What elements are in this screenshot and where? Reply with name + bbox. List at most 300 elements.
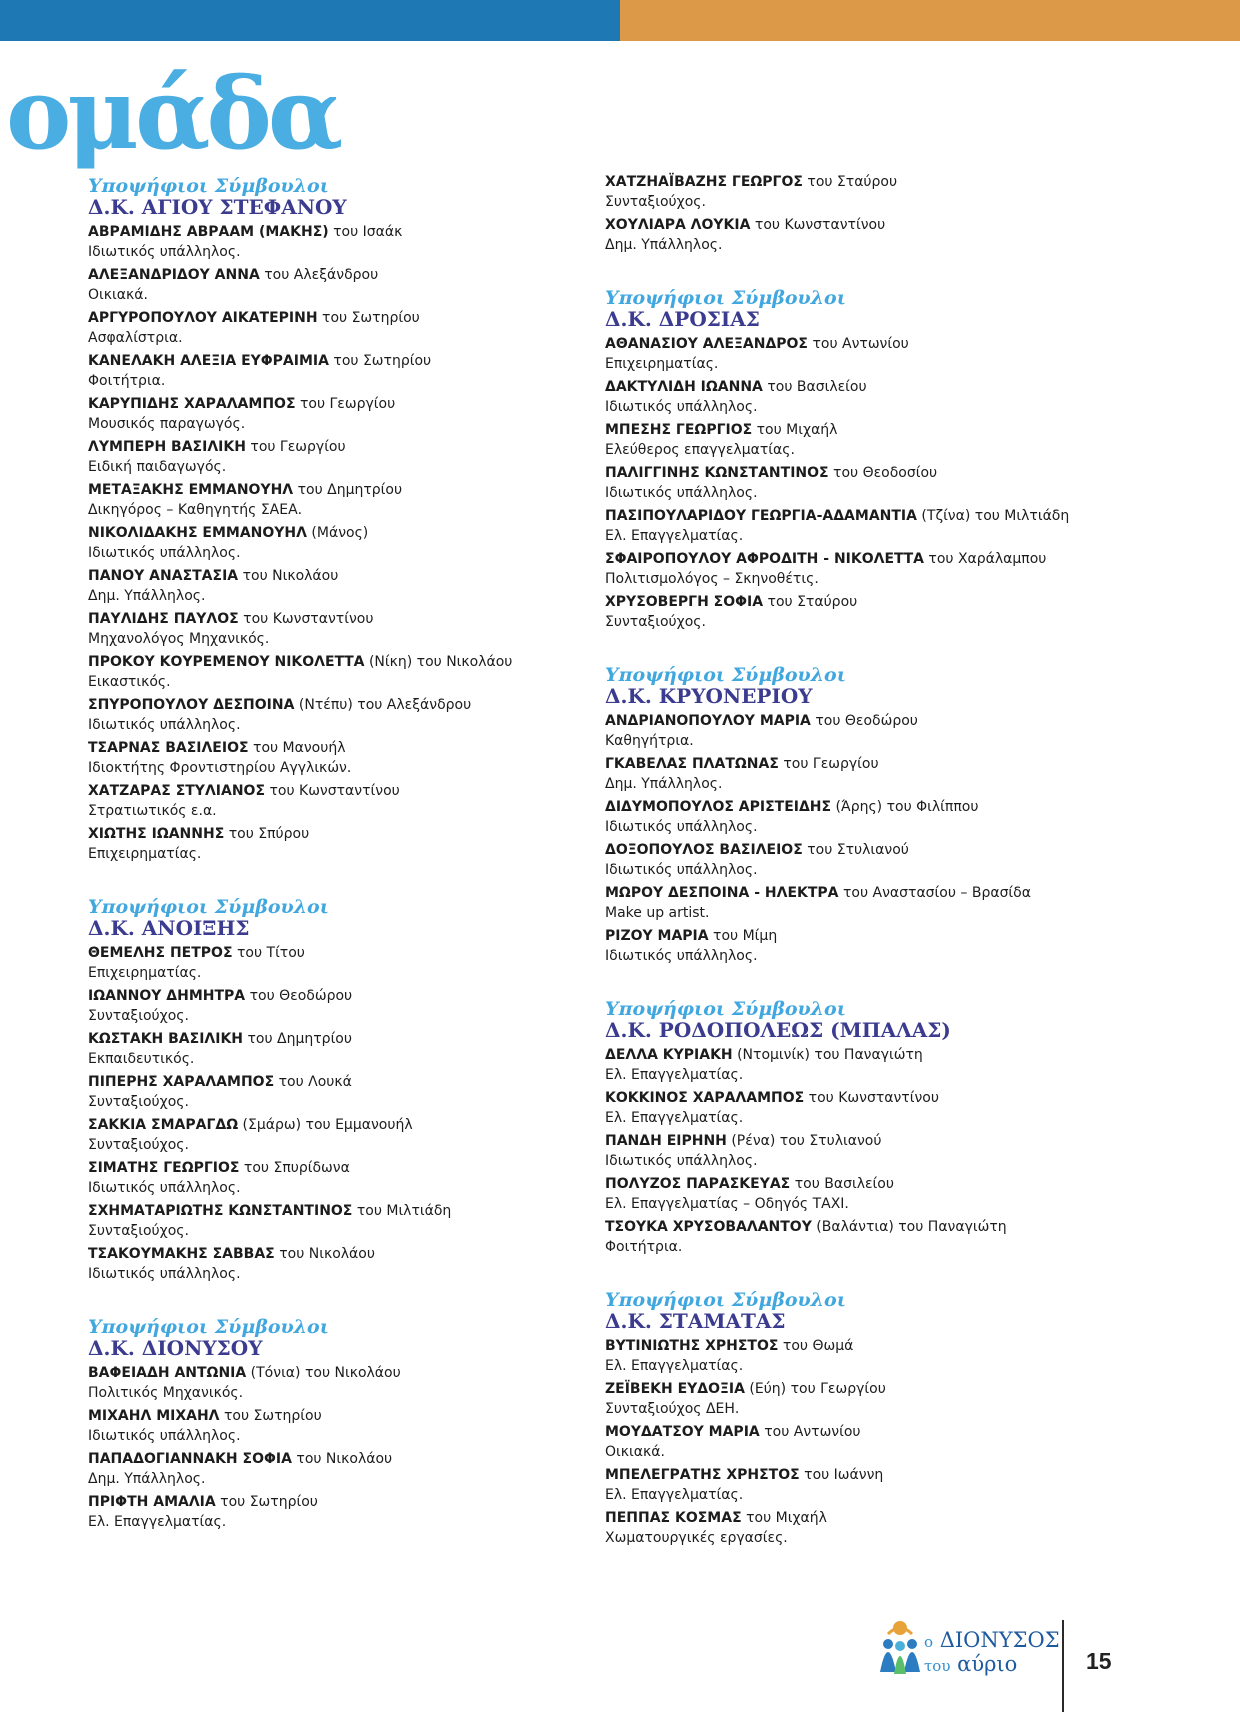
section-gap — [88, 1287, 528, 1317]
candidate-parent: (Τζίνα) του Μιλτιάδη — [916, 508, 1070, 524]
candidate-name-line — [88, 609, 528, 629]
candidate-name-line — [605, 334, 1095, 354]
candidate-name: ΠΡΙΦΤΗ ΑΜΑΛΙΑ — [88, 1494, 216, 1510]
candidate-occupation: Συνταξιούχος. — [88, 1008, 189, 1024]
candidate-name: ΑΘΑΝΑΣΙΟΥ ΑΛΕΞΑΝΔΡΟΣ — [605, 336, 808, 352]
logo-name: ΔΙΟΝΥΣΟΣ — [939, 1628, 1060, 1652]
candidate-entry — [605, 1217, 1095, 1257]
candidate-occupation: Ελ. Επαγγελματίας. — [605, 1487, 744, 1503]
candidate-occupation: Στρατιωτικός ε.α. — [88, 803, 217, 819]
candidate-name: ΚΟΚΚΙΝΟΣ ΧΑΡΑΛΑΜΠΟΣ — [605, 1090, 805, 1106]
candidate-occupation: Πολιτισμολόγος – Σκηνοθέτις. — [605, 571, 819, 587]
candidate-entry — [605, 420, 1095, 460]
candidate-name-line — [88, 1363, 528, 1383]
candidate-name: ΜΙΧΑΗΛ ΜΙΧΑΗΛ — [88, 1408, 220, 1424]
candidate-parent: του Σπύρου — [224, 826, 310, 842]
candidate-entry — [88, 437, 528, 477]
candidate-name: ΑΒΡΑΜΙΔΗΣ ΑΒΡΑΑΜ (ΜΑΚΗΣ) — [88, 224, 329, 240]
candidate-entry — [88, 695, 528, 735]
candidate-entry — [605, 711, 1095, 751]
candidate-entry — [605, 549, 1095, 589]
candidate-occupation: Επιχειρηματίας. — [88, 965, 202, 981]
candidate-parent: του Γεωργίου — [295, 396, 396, 412]
section-subtitle: Υποψήφιοι Σύμβουλοι — [88, 175, 329, 197]
candidate-parent: (Βαλάντια) του Παναγιώτη — [811, 1219, 1007, 1235]
candidate-parent: του Ιωάννη — [799, 1467, 884, 1483]
candidate-occupation: Ιδιωτικός υπάλληλος. — [88, 1180, 241, 1196]
candidate-parent: του Μανουήλ — [248, 740, 346, 756]
candidate-parent: (Ντέπυ) του Αλεξάνδρου — [294, 697, 472, 713]
candidate-parent: του Μιχαήλ — [741, 1510, 827, 1526]
candidate-parent: του Αλεξάνδρου — [259, 267, 379, 283]
candidate-occupation: Δημ. Υπάλληλος. — [605, 237, 723, 253]
candidate-section — [88, 897, 528, 1284]
candidate-entry — [605, 883, 1095, 923]
candidate-name-line — [88, 652, 528, 672]
candidate-entry — [605, 1131, 1095, 1171]
candidate-entry — [605, 1422, 1095, 1462]
candidate-occupation: Δημ. Υπάλληλος. — [88, 1471, 206, 1487]
candidate-name-line — [88, 1406, 528, 1426]
candidate-parent: (Ντομινίκ) του Παναγιώτη — [732, 1047, 923, 1063]
top-bar-blue-segment — [0, 0, 620, 41]
candidate-entry — [605, 1045, 1095, 1085]
right-column — [605, 172, 1095, 1551]
section-subtitle: Υποψήφιοι Σύμβουλοι — [88, 896, 329, 918]
candidate-entry — [88, 781, 528, 821]
candidate-entry — [88, 1072, 528, 1112]
candidate-parent: του Αναστασίου – Βρασίδα — [838, 885, 1031, 901]
candidate-name-line — [88, 351, 528, 371]
candidate-parent: (Σμάρω) του Εμμανουήλ — [238, 1117, 413, 1133]
candidate-entry — [605, 840, 1095, 880]
candidate-parent: (Τόνια) του Νικολάου — [246, 1365, 401, 1381]
section-title: Δ.Κ. ΡΟΔΟΠΟΛΕΩΣ (ΜΠΑΛΑΣ) — [605, 1018, 951, 1042]
candidate-parent: του Θωμά — [778, 1338, 854, 1354]
candidate-occupation: Ελ. Επαγγελματίας. — [88, 1514, 227, 1530]
candidate-occupation: Ιδιοκτήτης Φροντιστηρίου Αγγλικών. — [88, 760, 352, 776]
logo-tou: του — [924, 1657, 951, 1675]
candidate-name: ΠΑΛΙΓΓΙΝΗΣ ΚΩΝΣΤΑΝΤΙΝΟΣ — [605, 465, 829, 481]
candidate-entry — [605, 334, 1095, 374]
candidate-occupation: Επιχειρηματίας. — [88, 846, 202, 862]
candidate-occupation: Συνταξιούχος. — [88, 1137, 189, 1153]
candidate-occupation: Ελ. Επαγγελματίας – Οδηγός ΤΑΧΙ. — [605, 1196, 849, 1212]
candidate-name: ΠΙΠΕΡΗΣ ΧΑΡΑΛΑΜΠΟΣ — [88, 1074, 275, 1090]
candidate-parent: του Νικολάου — [274, 1246, 375, 1262]
candidate-name: ΠΕΠΠΑΣ ΚΟΣΜΑΣ — [605, 1510, 742, 1526]
candidate-occupation: Ελ. Επαγγελματίας. — [605, 528, 744, 544]
top-bar-orange-segment — [620, 0, 1240, 41]
logo-text-line2 — [924, 1652, 1017, 1678]
candidate-name: ΓΚΑΒΕΛΑΣ ΠΛΑΤΩΝΑΣ — [605, 756, 779, 772]
candidate-entry — [88, 986, 528, 1026]
section-title: Δ.Κ. ΔΡΟΣΙΑΣ — [605, 307, 760, 331]
candidate-parent: του Γεωργίου — [778, 756, 879, 772]
candidate-name: ΣΧΗΜΑΤΑΡΙΩΤΗΣ ΚΩΝΣΤΑΝΤΙΝΟΣ — [88, 1203, 353, 1219]
candidate-occupation: Πολιτικός Μηχανικός. — [88, 1385, 244, 1401]
candidate-name-line — [88, 1029, 528, 1049]
candidate-name: ΔΙΔΥΜΟΠΟΥΛΟΣ ΑΡΙΣΤΕΙΔΗΣ — [605, 799, 832, 815]
candidate-occupation: Φοιτήτρια. — [605, 1239, 683, 1255]
candidate-name: ΠΡΟΚΟΥ ΚΟΥΡΕΜΕΝΟΥ ΝΙΚΟΛΕΤΤΑ — [88, 654, 365, 670]
candidate-name-line — [88, 480, 528, 500]
footer-divider — [1062, 1620, 1064, 1712]
candidate-parent: του Σταύρου — [763, 594, 858, 610]
candidate-entry — [88, 351, 528, 391]
candidate-occupation: Συνταξιούχος. — [88, 1094, 189, 1110]
section-gap — [88, 867, 528, 897]
candidate-occupation: Ελ. Επαγγελματίας. — [605, 1358, 744, 1374]
candidate-occupation: Ιδιωτικός υπάλληλος. — [88, 244, 241, 260]
candidate-name-line — [88, 566, 528, 586]
candidate-parent: (Εύη) του Γεωργίου — [744, 1381, 886, 1397]
candidate-parent: του Λουκά — [274, 1074, 352, 1090]
candidate-occupation: Μηχανολόγος Μηχανικός. — [88, 631, 270, 647]
candidate-occupation: Εκπαιδευτικός. — [88, 1051, 195, 1067]
candidate-parent: του Βασιλείου — [762, 379, 867, 395]
candidate-name: ΖΕΪΒΕΚΗ ΕΥΔΟΞΙΑ — [605, 1381, 745, 1397]
candidate-name: ΤΣΑΡΝΑΣ ΒΑΣΙΛΕΙΟΣ — [88, 740, 249, 756]
candidate-occupation: Ιδιωτικός υπάλληλος. — [88, 1428, 241, 1444]
candidate-name: ΜΩΡΟΥ ΔΕΣΠΟΙΝΑ - ΗΛΕΚΤΡΑ — [605, 885, 839, 901]
candidate-name-line — [605, 754, 1095, 774]
candidate-parent: του Κωνσταντίνου — [750, 217, 886, 233]
candidate-occupation: Ελ. Επαγγελματίας. — [605, 1067, 744, 1083]
left-column — [88, 176, 528, 1535]
candidate-section — [605, 665, 1095, 966]
candidate-occupation: Συνταξιούχος. — [605, 194, 706, 210]
candidate-name-line — [605, 215, 1095, 235]
candidate-occupation: Ιδιωτικός υπάλληλος. — [605, 399, 758, 415]
candidate-name: ΠΑΥΛΙΔΗΣ ΠΑΥΛΟΣ — [88, 611, 239, 627]
candidate-occupation: Ιδιωτικός υπάλληλος. — [605, 819, 758, 835]
candidate-name: ΜΕΤΑΞΑΚΗΣ ΕΜΜΑΝΟΥΗΛ — [88, 482, 294, 498]
candidate-name-line — [605, 1465, 1095, 1485]
candidate-name-line — [88, 986, 528, 1006]
candidate-name: ΘΕΜΕΛΗΣ ΠΕΤΡΟΣ — [88, 945, 233, 961]
candidate-name: ΚΩΣΤΑΚΗ ΒΑΣΙΛΙΚΗ — [88, 1031, 244, 1047]
candidate-parent: του Μιλτιάδη — [352, 1203, 452, 1219]
candidate-entry — [88, 308, 528, 348]
candidate-parent: του Γεωργίου — [245, 439, 346, 455]
section-gap — [605, 1260, 1095, 1290]
candidate-parent: του Σωτηρίου — [328, 353, 432, 369]
candidate-parent: (Ρένα) του Στυλιανού — [726, 1133, 882, 1149]
candidate-name-line — [605, 1508, 1095, 1528]
candidate-entry — [88, 1492, 528, 1532]
candidate-entry — [88, 394, 528, 434]
candidate-name-line — [88, 1072, 528, 1092]
candidate-name: ΒΥΤΙΝΙΩΤΗΣ ΧΡΗΣΤΟΣ — [605, 1338, 779, 1354]
candidate-occupation: Εικαστικός. — [88, 674, 171, 690]
candidate-entry — [88, 824, 528, 864]
candidate-name-line — [605, 1174, 1095, 1194]
candidate-name-line — [88, 523, 528, 543]
section-gap — [605, 258, 1095, 288]
candidate-occupation: Ελεύθερος επαγγελματίας. — [605, 442, 795, 458]
candidate-parent: του Κωνσταντίνου — [265, 783, 400, 799]
candidate-entry — [88, 943, 528, 983]
candidate-name: ΛΥΜΠΕΡΗ ΒΑΣΙΛΙΚΗ — [88, 439, 246, 455]
candidate-name: ΡΙΖΟΥ ΜΑΡΙΑ — [605, 928, 709, 944]
candidate-entry — [88, 652, 528, 692]
candidate-name: ΔΟΞΟΠΟΥΛΟΣ ΒΑΣΙΛΕΙΟΣ — [605, 842, 803, 858]
candidate-parent: (Άρης) του Φιλίππου — [831, 799, 979, 815]
candidate-occupation: Make up artist. — [605, 905, 710, 921]
candidate-entry — [88, 1115, 528, 1155]
candidate-name-line — [88, 1449, 528, 1469]
candidate-parent: του Στυλιανού — [802, 842, 909, 858]
logo-article: ο — [924, 1633, 934, 1651]
candidate-occupation: Φοιτήτρια. — [88, 373, 166, 389]
candidate-name-line — [605, 463, 1095, 483]
candidate-occupation: Καθηγήτρια. — [605, 733, 694, 749]
section-title: Δ.Κ. ΑΝΟΙΞΗΣ — [88, 916, 250, 940]
candidate-occupation: Δικηγόρος – Καθηγητής ΣΑΕΑ. — [88, 502, 303, 518]
candidate-occupation: Ιδιωτικός υπάλληλος. — [605, 862, 758, 878]
section-subtitle: Υποψήφιοι Σύμβουλοι — [88, 1316, 329, 1338]
candidate-entry — [88, 523, 528, 563]
candidate-occupation: Χωματουργικές εργασίες. — [605, 1530, 788, 1546]
candidate-parent: του Μίμη — [708, 928, 778, 944]
candidate-name: ΚΑΝΕΛΑΚΗ ΑΛΕΞΙΑ ΕΥΦΡΑΙΜΙΑ — [88, 353, 329, 369]
candidate-name-line — [605, 1217, 1095, 1237]
candidate-name-line — [605, 172, 1095, 192]
candidate-name: ΠΑΝΔΗ ΕΙΡΗΝΗ — [605, 1133, 727, 1149]
candidate-entry — [88, 738, 528, 778]
candidate-parent: του Νικολάου — [238, 568, 339, 584]
candidate-name-line — [88, 824, 528, 844]
candidate-entry — [605, 1336, 1095, 1376]
candidate-occupation: Επιχειρηματίας. — [605, 356, 719, 372]
candidate-entry — [88, 480, 528, 520]
candidate-entry — [88, 1449, 528, 1489]
candidate-occupation: Συνταξιούχος ΔΕΗ. — [605, 1401, 740, 1417]
candidate-section — [605, 1290, 1095, 1548]
candidate-section — [88, 1317, 528, 1532]
section-subtitle: Υποψήφιοι Σύμβουλοι — [605, 1289, 846, 1311]
candidate-entry — [88, 222, 528, 262]
candidate-entry — [88, 609, 528, 649]
candidate-name-line — [88, 437, 528, 457]
candidate-entry — [605, 1465, 1095, 1505]
candidate-parent: του Ισαάκ — [328, 224, 403, 240]
page-title: ομάδα — [6, 57, 340, 172]
candidate-name: ΠΟΛΥΖΟΣ ΠΑΡΑΣΚΕΥΑΣ — [605, 1176, 791, 1192]
candidate-name: ΧΟΥΛΙΑΡΑ ΛΟΥΚΙΑ — [605, 217, 751, 233]
candidate-section — [605, 288, 1095, 632]
section-gap — [605, 635, 1095, 665]
candidate-occupation: Συνταξιούχος. — [605, 614, 706, 630]
candidate-parent: του Σωτηρίου — [317, 310, 420, 326]
candidate-name-line — [605, 711, 1095, 731]
candidate-parent: του Δημητρίου — [293, 482, 403, 498]
candidate-name-line — [605, 592, 1095, 612]
candidate-parent: του Θεοδώρου — [245, 988, 353, 1004]
logo-text-line1 — [924, 1628, 1060, 1654]
section-subtitle: Υποψήφιοι Σύμβουλοι — [605, 664, 846, 686]
candidate-name-line — [605, 1422, 1095, 1442]
candidate-name: ΧΡΥΣΟΒΕΡΓΗ ΣΟΦΙΑ — [605, 594, 764, 610]
candidate-name-line — [605, 1131, 1095, 1151]
candidate-occupation: Ιδιωτικός υπάλληλος. — [88, 717, 241, 733]
candidate-name-line — [88, 1158, 528, 1178]
candidate-name-line — [605, 840, 1095, 860]
candidate-name: ΙΩΑΝΝΟΥ ΔΗΜΗΤΡΑ — [88, 988, 246, 1004]
candidate-section — [605, 172, 1095, 255]
candidate-name-line — [88, 695, 528, 715]
candidate-entry — [88, 1158, 528, 1198]
candidate-name-line — [605, 377, 1095, 397]
candidate-name: ΣΑΚΚΙΑ ΣΜΑΡΑΓΔΩ — [88, 1117, 239, 1133]
candidate-section — [605, 999, 1095, 1257]
candidate-entry — [88, 1201, 528, 1241]
candidate-name: ΜΟΥΔΑΤΣΟΥ ΜΑΡΙΑ — [605, 1424, 760, 1440]
candidate-entry — [605, 1379, 1095, 1419]
candidate-entry — [605, 797, 1095, 837]
candidate-name: ΧΙΩΤΗΣ ΙΩΑΝΝΗΣ — [88, 826, 225, 842]
candidate-name-line — [88, 738, 528, 758]
candidate-name: ΑΛΕΞΑΝΔΡΙΔΟΥ ΑΝΝΑ — [88, 267, 260, 283]
candidate-parent: του Βασιλείου — [790, 1176, 894, 1192]
candidate-entry — [88, 1363, 528, 1403]
candidate-entry — [605, 1508, 1095, 1548]
candidate-name: ΧΑΤΖΗΑΪΒΑΖΗΣ ΓΕΩΡΓΟΣ — [605, 174, 803, 190]
candidate-section — [88, 176, 528, 864]
candidate-name-line — [605, 883, 1095, 903]
candidate-occupation: Ιδιωτικός υπάλληλος. — [605, 485, 758, 501]
candidate-parent: του Σταύρου — [802, 174, 898, 190]
candidate-name: ΠΑΣΙΠΟΥΛΑΡΙΔΟΥ ΓΕΩΡΓΙΑ-ΑΔΑΜΑΝΤΙΑ — [605, 508, 917, 524]
candidate-parent: του Μιχαήλ — [752, 422, 838, 438]
section-title: Δ.Κ. ΑΓΙΟΥ ΣΤΕΦΑΝΟΥ — [88, 195, 347, 219]
candidate-entry — [605, 463, 1095, 503]
candidate-entry — [605, 592, 1095, 632]
candidate-name: ΜΠΕΛΕΓΡΑΤΗΣ ΧΡΗΣΤΟΣ — [605, 1467, 800, 1483]
candidate-name-line — [88, 265, 528, 285]
candidate-entry — [605, 926, 1095, 966]
candidate-parent: του Σπυρίδωνα — [239, 1160, 350, 1176]
candidate-name: ΜΠΕΣΗΣ ΓΕΩΡΓΙΟΣ — [605, 422, 753, 438]
candidate-parent: του Νικολάου — [291, 1451, 393, 1467]
candidate-occupation: Οικιακά. — [88, 287, 148, 303]
candidate-entry — [88, 566, 528, 606]
candidate-parent: του Αντωνίου — [808, 336, 909, 352]
candidate-occupation: Ιδιωτικός υπάλληλος. — [605, 948, 758, 964]
candidate-name-line — [605, 1088, 1095, 1108]
candidate-entry — [88, 1406, 528, 1446]
candidate-occupation: Ασφαλίστρια. — [88, 330, 183, 346]
candidate-name: ΠΑΠΑΔΟΓΙΑΝΝΑΚΗ ΣΟΦΙΑ — [88, 1451, 292, 1467]
candidate-occupation: Δημ. Υπάλληλος. — [605, 776, 723, 792]
candidate-occupation: Δημ. Υπάλληλος. — [88, 588, 206, 604]
section-gap — [605, 969, 1095, 999]
candidate-name: ΣΦΑΙΡΟΠΟΥΛΟΥ ΑΦΡΟΔΙΤΗ - ΝΙΚΟΛΕΤΤΑ — [605, 551, 924, 567]
candidate-name-line — [88, 1115, 528, 1135]
candidate-entry — [605, 1174, 1095, 1214]
candidate-parent: του Αντωνίου — [759, 1424, 861, 1440]
candidate-name: ΒΑΦΕΙΑΔΗ ΑΝΤΩΝΙΑ — [88, 1365, 247, 1381]
candidate-name: ΑΡΓΥΡΟΠΟΥΛΟΥ ΑΙΚΑΤΕΡΙΝΗ — [88, 310, 318, 326]
candidate-entry — [88, 265, 528, 305]
candidate-parent: του Θεοδώρου — [810, 713, 918, 729]
candidate-name: ΣΙΜΑΤΗΣ ΓΕΩΡΓΙΟΣ — [88, 1160, 240, 1176]
candidate-name-line — [605, 1045, 1095, 1065]
candidate-parent: του Σωτηρίου — [219, 1408, 322, 1424]
section-title: Δ.Κ. ΚΡΥΟΝΕΡΙΟΥ — [605, 684, 813, 708]
candidate-name-line — [605, 1336, 1095, 1356]
section-subtitle: Υποψήφιοι Σύμβουλοι — [605, 287, 846, 309]
candidate-entry — [605, 754, 1095, 794]
candidate-parent: του Τίτου — [232, 945, 305, 961]
candidate-name-line — [88, 308, 528, 328]
candidate-occupation: Συνταξιούχος. — [88, 1223, 189, 1239]
candidate-occupation: Ειδική παιδαγωγός. — [88, 459, 227, 475]
candidate-occupation: Ιδιωτικός υπάλληλος. — [88, 1266, 241, 1282]
candidate-parent: του Χαράλαμπου — [923, 551, 1047, 567]
section-title: Δ.Κ. ΣΤΑΜΑΤΑΣ — [605, 1309, 786, 1333]
candidate-parent: (Νίκη) του Νικολάου — [364, 654, 513, 670]
candidate-parent: του Δημητρίου — [243, 1031, 352, 1047]
candidate-name-line — [88, 1201, 528, 1221]
candidate-name: ΝΙΚΟΛΙΔΑΚΗΣ ΕΜΜΑΝΟΥΗΛ — [88, 525, 307, 541]
candidate-entry — [605, 506, 1095, 546]
candidate-name: ΤΣΟΥΚΑ ΧΡΥΣΟΒΑΛΑΝΤΟΥ — [605, 1219, 812, 1235]
candidate-name: ΤΣΑΚΟΥΜΑΚΗΣ ΣΑΒΒΑΣ — [88, 1246, 275, 1262]
candidate-parent: του Κωνσταντίνου — [804, 1090, 939, 1106]
candidate-entry — [88, 1244, 528, 1284]
page-number: 15 — [1086, 1648, 1112, 1674]
candidate-name: ΔΕΛΛΑ ΚΥΡΙΑΚΗ — [605, 1047, 733, 1063]
candidate-occupation: Ελ. Επαγγελματίας. — [605, 1110, 744, 1126]
candidate-name-line — [88, 1492, 528, 1512]
candidate-name: ΚΑΡΥΠΙΔΗΣ ΧΑΡΑΛΑΜΠΟΣ — [88, 396, 296, 412]
logo-word: αύριο — [957, 1652, 1018, 1676]
candidate-entry — [605, 215, 1095, 255]
section-subtitle: Υποψήφιοι Σύμβουλοι — [605, 998, 846, 1020]
candidate-entry — [605, 1088, 1095, 1128]
candidate-name-line — [605, 506, 1095, 526]
section-title: Δ.Κ. ΔΙΟΝΥΣΟΥ — [88, 1336, 263, 1360]
candidate-name: ΔΑΚΤΥΛΙΔΗ ΙΩΑΝΝΑ — [605, 379, 763, 395]
candidate-name-line — [88, 781, 528, 801]
candidate-name-line — [605, 549, 1095, 569]
candidate-entry — [605, 377, 1095, 417]
candidate-parent: (Μάνος) — [306, 525, 369, 541]
candidate-name: ΠΑΝΟΥ ΑΝΑΣΤΑΣΙΑ — [88, 568, 239, 584]
candidate-name-line — [88, 222, 528, 242]
top-color-bar — [0, 0, 1240, 41]
candidate-entry — [88, 1029, 528, 1069]
candidate-name-line — [88, 943, 528, 963]
candidate-entry — [605, 172, 1095, 212]
candidate-name-line — [88, 394, 528, 414]
candidate-parent: του Κωνσταντίνου — [238, 611, 374, 627]
candidate-parent: του Σωτηρίου — [215, 1494, 318, 1510]
candidate-name: ΣΠΥΡΟΠΟΥΛΟΥ ΔΕΣΠΟΙΝΑ — [88, 697, 295, 713]
candidate-name-line — [605, 1379, 1095, 1399]
candidate-occupation: Ιδιωτικός υπάλληλος. — [88, 545, 241, 561]
candidate-occupation: Οικιακά. — [605, 1444, 665, 1460]
candidate-name-line — [605, 926, 1095, 946]
candidate-name-line — [605, 420, 1095, 440]
candidate-name: ΧΑΤΖΑΡΑΣ ΣΤΥΛΙΑΝΟΣ — [88, 783, 266, 799]
candidate-occupation: Ιδιωτικός υπάλληλος. — [605, 1153, 758, 1169]
candidate-occupation: Μουσικός παραγωγός. — [88, 416, 246, 432]
candidate-name-line — [605, 797, 1095, 817]
candidate-name-line — [88, 1244, 528, 1264]
